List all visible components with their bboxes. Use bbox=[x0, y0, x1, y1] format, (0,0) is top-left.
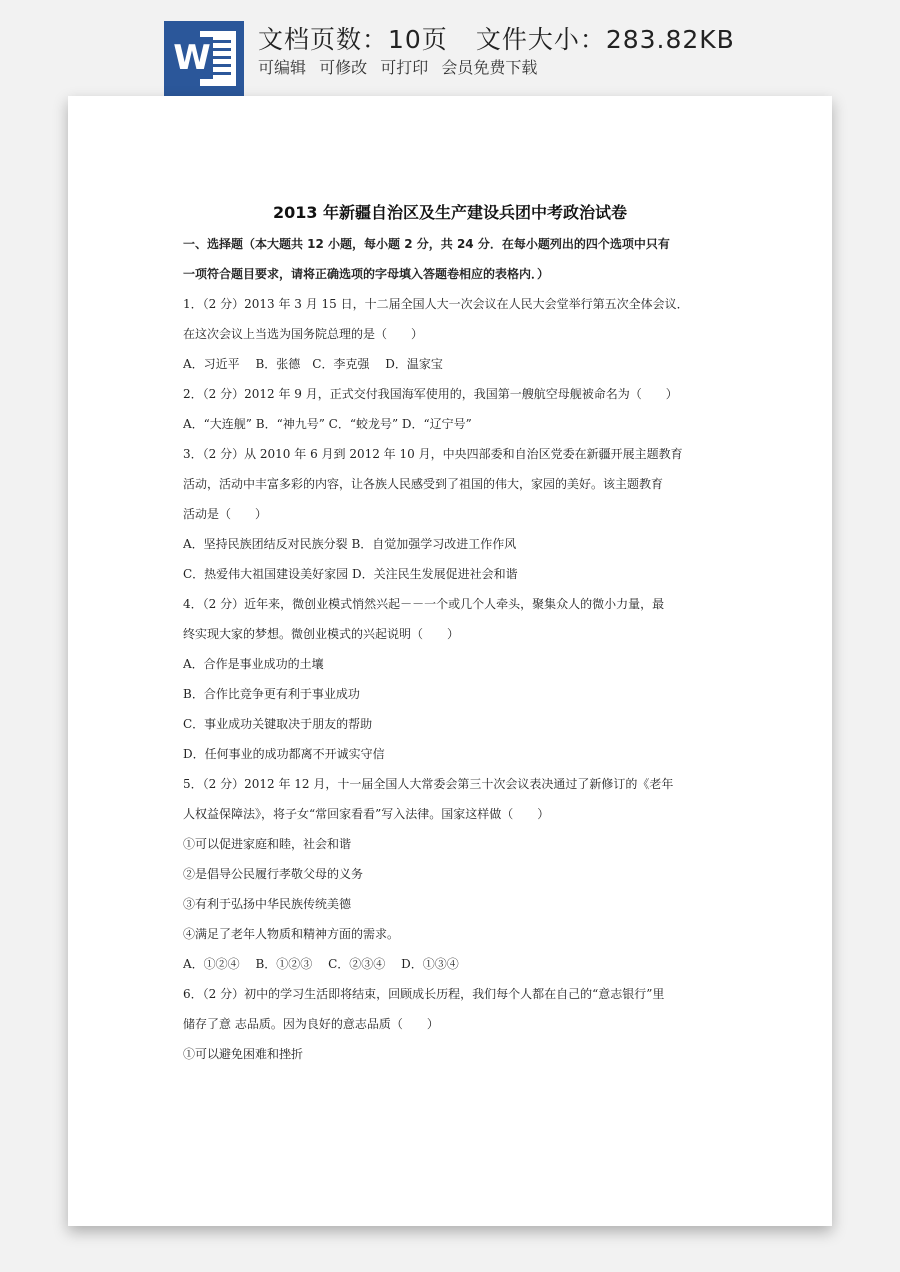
document-line: ③有利于弘扬中华民族传统美德 bbox=[183, 897, 352, 911]
document-line: 1．（2 分）2013 年 3 月 15 日，十二届全国人大一次会议在人民大会堂举行第五次全体会议． bbox=[183, 297, 689, 311]
document-line: 3．（2 分）从 2010 年 6 月到 2012 年 10 月，中央四部委和自治区党委在新疆开展主题教育 bbox=[183, 447, 683, 461]
file-info bbox=[258, 20, 735, 56]
document-line: ④满足了老年人物质和精神方面的需求。 bbox=[183, 927, 400, 941]
feature-free-download: 会员免费下载 bbox=[441, 58, 538, 77]
feature-printable: 可打印 bbox=[380, 58, 429, 77]
document-line: C．事业成功关键取决于朋友的帮助 bbox=[183, 717, 373, 731]
document-line: D．任何事业的成功都离不开诚实守信 bbox=[183, 747, 385, 761]
feature-editable: 可编辑 bbox=[258, 58, 307, 77]
word-icon-letter: W bbox=[171, 37, 213, 79]
document-line: A．①②④ B．①②③ C．②③④ D．①③④ bbox=[183, 957, 459, 971]
document-line: 活动是（ ） bbox=[183, 507, 268, 521]
feature-modifiable: 可修改 bbox=[319, 58, 368, 77]
document-line: 5．（2 分）2012 年 12 月，十一届全国人大常委会第三十次会议表决通过了新修订的《老年 bbox=[183, 777, 674, 791]
document-line: A．合作是事业成功的土壤 bbox=[183, 657, 324, 671]
document-line: 人权益保障法》，将子女“常回家看看”写入法律。国家这样做（ ） bbox=[183, 807, 550, 821]
document-body bbox=[183, 229, 723, 1069]
document-line: 6．（2 分）初中的学习生活即将结束，回顾成长历程，我们每个人都在自己的“意志银行”里 bbox=[183, 987, 665, 1001]
document-line: 活动，活动中丰富多彩的内容，让各族人民感受到了祖国的伟大，家园的美好。该主题教育 bbox=[183, 477, 664, 491]
document-line: 终实现大家的梦想。微创业模式的兴起说明（ ） bbox=[183, 627, 460, 641]
document-line: A．习近平 B．张德 C．李克强 D．温家宝 bbox=[183, 357, 443, 371]
document-line: A．“大连舰” B．“神九号” C．“蛟龙号” D．“辽宁号” bbox=[183, 417, 472, 431]
document-line: C．热爱伟大祖国建设美好家园 D．关注民生发展促进社会和谐 bbox=[183, 567, 518, 581]
section-heading-line: 一项符合题目要求，请将正确选项的字母填入答题卷相应的表格内．） bbox=[183, 267, 550, 281]
document-line: 储存了意 志品质。因为良好的意志品质（ ） bbox=[183, 1017, 439, 1031]
document-line: 在这次会议上当选为国务院总理的是（ ） bbox=[183, 327, 424, 341]
feature-list bbox=[258, 55, 545, 78]
document-line: 4．（2 分）近年来，微创业模式悄然兴起－－一个或几个人牵头，聚集众人的微小力量，最 bbox=[183, 597, 665, 611]
document-line: ②是倡导公民履行孝敬父母的义务 bbox=[183, 867, 364, 881]
document-title: 2013 年新疆自治区及生产建设兵团中考政治试卷 bbox=[272, 203, 628, 222]
page-count: 文档页数：10页 bbox=[258, 25, 448, 54]
word-document-icon bbox=[164, 21, 244, 96]
download-banner bbox=[0, 0, 900, 100]
section-heading-line: 一、选择题（本大题共 12 小题，每小题 2 分，共 24 分．在每小题列出的四个选项中只有 bbox=[183, 237, 670, 251]
document-line: ①可以促进家庭和睦，社会和谐 bbox=[183, 837, 352, 851]
file-size: 文件大小：283.82KB bbox=[475, 25, 735, 54]
document-line: 2．（2 分）2012 年 9 月，正式交付我国海军使用的，我国第一艘航空母舰被命名为（ ） bbox=[183, 387, 678, 401]
document-line: ①可以避免困难和挫折 bbox=[183, 1047, 304, 1061]
document-line: B．合作比竞争更有利于事业成功 bbox=[183, 687, 360, 701]
document-line: A．坚持民族团结反对民族分裂 B．自觉加强学习改进工作作风 bbox=[183, 537, 517, 551]
document-page bbox=[68, 96, 832, 1226]
